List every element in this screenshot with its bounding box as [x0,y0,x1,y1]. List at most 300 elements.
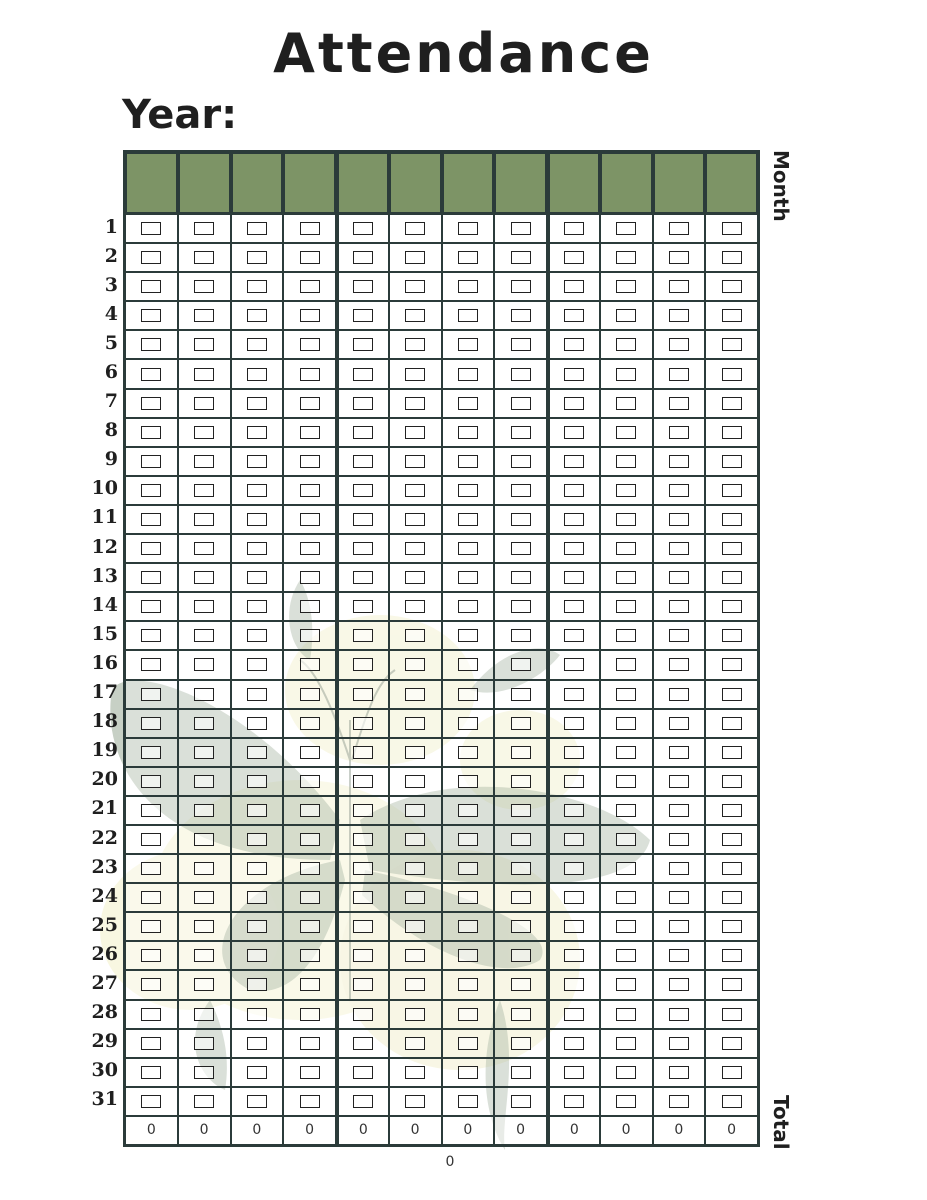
attendance-checkbox[interactable] [353,1008,373,1021]
attendance-checkbox[interactable] [194,571,214,584]
attendance-checkbox[interactable] [300,1095,320,1108]
attendance-checkbox[interactable] [194,426,214,439]
attendance-checkbox[interactable] [669,1008,689,1021]
attendance-checkbox[interactable] [511,309,531,322]
attendance-checkbox[interactable] [564,222,584,235]
attendance-checkbox[interactable] [564,658,584,671]
attendance-checkbox[interactable] [300,455,320,468]
attendance-checkbox[interactable] [616,251,636,264]
month-header-cell[interactable] [178,152,231,214]
attendance-checkbox[interactable] [300,600,320,613]
attendance-checkbox[interactable] [616,717,636,730]
attendance-checkbox[interactable] [353,891,373,904]
attendance-checkbox[interactable] [722,426,742,439]
attendance-checkbox[interactable] [247,571,267,584]
attendance-checkbox[interactable] [194,717,214,730]
attendance-checkbox[interactable] [141,775,161,788]
attendance-checkbox[interactable] [458,804,478,817]
attendance-checkbox[interactable] [616,746,636,759]
month-header-cell[interactable] [283,152,336,214]
attendance-checkbox[interactable] [141,891,161,904]
attendance-checkbox[interactable] [722,920,742,933]
attendance-checkbox[interactable] [353,455,373,468]
attendance-checkbox[interactable] [353,484,373,497]
attendance-checkbox[interactable] [405,688,425,701]
attendance-checkbox[interactable] [247,513,267,526]
attendance-checkbox[interactable] [247,891,267,904]
attendance-checkbox[interactable] [564,426,584,439]
attendance-checkbox[interactable] [405,600,425,613]
attendance-checkbox[interactable] [300,658,320,671]
attendance-checkbox[interactable] [511,1037,531,1050]
attendance-checkbox[interactable] [194,1095,214,1108]
attendance-checkbox[interactable] [511,1008,531,1021]
attendance-checkbox[interactable] [194,1066,214,1079]
attendance-checkbox[interactable] [458,542,478,555]
attendance-checkbox[interactable] [194,368,214,381]
attendance-checkbox[interactable] [405,920,425,933]
attendance-checkbox[interactable] [353,1037,373,1050]
attendance-checkbox[interactable] [247,600,267,613]
attendance-checkbox[interactable] [564,746,584,759]
attendance-checkbox[interactable] [353,949,373,962]
attendance-checkbox[interactable] [722,600,742,613]
attendance-checkbox[interactable] [141,513,161,526]
attendance-checkbox[interactable] [458,688,478,701]
attendance-checkbox[interactable] [616,775,636,788]
attendance-checkbox[interactable] [353,978,373,991]
attendance-checkbox[interactable] [194,1008,214,1021]
attendance-checkbox[interactable] [141,1037,161,1050]
attendance-checkbox[interactable] [564,1066,584,1079]
attendance-checkbox[interactable] [194,920,214,933]
attendance-checkbox[interactable] [141,455,161,468]
attendance-checkbox[interactable] [300,426,320,439]
attendance-checkbox[interactable] [669,600,689,613]
attendance-checkbox[interactable] [616,658,636,671]
attendance-checkbox[interactable] [616,920,636,933]
attendance-checkbox[interactable] [300,251,320,264]
attendance-checkbox[interactable] [353,426,373,439]
attendance-checkbox[interactable] [616,338,636,351]
attendance-checkbox[interactable] [353,397,373,410]
attendance-checkbox[interactable] [405,629,425,642]
attendance-checkbox[interactable] [194,455,214,468]
attendance-checkbox[interactable] [511,280,531,293]
attendance-checkbox[interactable] [722,397,742,410]
attendance-checkbox[interactable] [300,513,320,526]
attendance-checkbox[interactable] [247,368,267,381]
attendance-checkbox[interactable] [511,426,531,439]
attendance-checkbox[interactable] [564,309,584,322]
attendance-checkbox[interactable] [353,309,373,322]
attendance-checkbox[interactable] [511,455,531,468]
attendance-checkbox[interactable] [247,978,267,991]
attendance-checkbox[interactable] [722,280,742,293]
attendance-checkbox[interactable] [564,629,584,642]
attendance-checkbox[interactable] [616,978,636,991]
month-header-cell[interactable] [653,152,706,214]
attendance-checkbox[interactable] [353,222,373,235]
attendance-checkbox[interactable] [722,1008,742,1021]
attendance-checkbox[interactable] [511,397,531,410]
attendance-checkbox[interactable] [353,1095,373,1108]
attendance-checkbox[interactable] [458,658,478,671]
attendance-checkbox[interactable] [722,746,742,759]
attendance-checkbox[interactable] [458,775,478,788]
attendance-checkbox[interactable] [353,833,373,846]
attendance-checkbox[interactable] [669,717,689,730]
attendance-checkbox[interactable] [300,629,320,642]
attendance-checkbox[interactable] [458,717,478,730]
attendance-checkbox[interactable] [616,484,636,497]
attendance-checkbox[interactable] [194,397,214,410]
attendance-checkbox[interactable] [300,775,320,788]
attendance-checkbox[interactable] [722,949,742,962]
attendance-checkbox[interactable] [247,309,267,322]
attendance-checkbox[interactable] [511,891,531,904]
attendance-checkbox[interactable] [405,949,425,962]
month-header-cell[interactable] [231,152,284,214]
attendance-checkbox[interactable] [564,338,584,351]
attendance-checkbox[interactable] [405,251,425,264]
attendance-checkbox[interactable] [300,920,320,933]
attendance-checkbox[interactable] [722,484,742,497]
attendance-checkbox[interactable] [247,658,267,671]
attendance-checkbox[interactable] [247,949,267,962]
attendance-checkbox[interactable] [405,717,425,730]
attendance-checkbox[interactable] [511,804,531,817]
attendance-checkbox[interactable] [669,280,689,293]
attendance-checkbox[interactable] [405,1008,425,1021]
attendance-checkbox[interactable] [405,775,425,788]
attendance-checkbox[interactable] [564,949,584,962]
attendance-checkbox[interactable] [722,309,742,322]
attendance-checkbox[interactable] [564,862,584,875]
attendance-checkbox[interactable] [247,397,267,410]
attendance-checkbox[interactable] [511,571,531,584]
attendance-checkbox[interactable] [564,484,584,497]
attendance-checkbox[interactable] [511,222,531,235]
attendance-checkbox[interactable] [669,1066,689,1079]
attendance-checkbox[interactable] [511,368,531,381]
attendance-checkbox[interactable] [616,309,636,322]
attendance-checkbox[interactable] [564,1008,584,1021]
attendance-checkbox[interactable] [194,309,214,322]
attendance-checkbox[interactable] [405,862,425,875]
attendance-checkbox[interactable] [247,484,267,497]
attendance-checkbox[interactable] [669,338,689,351]
attendance-checkbox[interactable] [247,455,267,468]
attendance-checkbox[interactable] [722,717,742,730]
attendance-checkbox[interactable] [405,746,425,759]
attendance-checkbox[interactable] [141,1066,161,1079]
attendance-checkbox[interactable] [616,862,636,875]
attendance-checkbox[interactable] [616,804,636,817]
attendance-checkbox[interactable] [564,1095,584,1108]
attendance-checkbox[interactable] [669,513,689,526]
attendance-checkbox[interactable] [300,309,320,322]
attendance-checkbox[interactable] [194,775,214,788]
attendance-checkbox[interactable] [141,978,161,991]
attendance-checkbox[interactable] [353,600,373,613]
attendance-checkbox[interactable] [722,804,742,817]
attendance-checkbox[interactable] [300,338,320,351]
attendance-checkbox[interactable] [353,862,373,875]
attendance-checkbox[interactable] [300,978,320,991]
attendance-checkbox[interactable] [247,338,267,351]
attendance-checkbox[interactable] [458,746,478,759]
attendance-checkbox[interactable] [247,862,267,875]
attendance-checkbox[interactable] [300,804,320,817]
attendance-checkbox[interactable] [141,1095,161,1108]
month-header-cell[interactable] [336,152,389,214]
attendance-checkbox[interactable] [564,978,584,991]
attendance-checkbox[interactable] [511,600,531,613]
attendance-checkbox[interactable] [616,1037,636,1050]
attendance-checkbox[interactable] [722,978,742,991]
attendance-checkbox[interactable] [669,775,689,788]
attendance-checkbox[interactable] [722,862,742,875]
attendance-checkbox[interactable] [194,280,214,293]
attendance-checkbox[interactable] [564,688,584,701]
attendance-checkbox[interactable] [353,804,373,817]
attendance-checkbox[interactable] [405,1037,425,1050]
attendance-checkbox[interactable] [669,542,689,555]
attendance-checkbox[interactable] [247,280,267,293]
attendance-checkbox[interactable] [458,397,478,410]
attendance-checkbox[interactable] [564,542,584,555]
attendance-checkbox[interactable] [194,833,214,846]
attendance-checkbox[interactable] [405,542,425,555]
attendance-checkbox[interactable] [141,688,161,701]
attendance-checkbox[interactable] [247,804,267,817]
attendance-checkbox[interactable] [616,1066,636,1079]
attendance-checkbox[interactable] [194,658,214,671]
attendance-checkbox[interactable] [616,222,636,235]
attendance-checkbox[interactable] [405,804,425,817]
attendance-checkbox[interactable] [141,280,161,293]
attendance-checkbox[interactable] [511,542,531,555]
attendance-checkbox[interactable] [353,920,373,933]
attendance-checkbox[interactable] [194,891,214,904]
attendance-checkbox[interactable] [669,978,689,991]
attendance-checkbox[interactable] [669,804,689,817]
attendance-checkbox[interactable] [353,746,373,759]
attendance-checkbox[interactable] [458,1095,478,1108]
attendance-checkbox[interactable] [669,251,689,264]
attendance-checkbox[interactable] [669,309,689,322]
attendance-checkbox[interactable] [669,368,689,381]
attendance-checkbox[interactable] [141,542,161,555]
attendance-checkbox[interactable] [511,920,531,933]
attendance-checkbox[interactable] [194,629,214,642]
attendance-checkbox[interactable] [300,1066,320,1079]
month-header-cell[interactable] [547,152,600,214]
attendance-checkbox[interactable] [300,862,320,875]
attendance-checkbox[interactable] [458,513,478,526]
attendance-checkbox[interactable] [669,629,689,642]
attendance-checkbox[interactable] [669,949,689,962]
attendance-checkbox[interactable] [300,833,320,846]
attendance-checkbox[interactable] [405,833,425,846]
attendance-checkbox[interactable] [405,368,425,381]
attendance-checkbox[interactable] [616,513,636,526]
attendance-checkbox[interactable] [194,688,214,701]
attendance-checkbox[interactable] [511,746,531,759]
attendance-checkbox[interactable] [564,920,584,933]
attendance-checkbox[interactable] [511,978,531,991]
attendance-checkbox[interactable] [722,1066,742,1079]
attendance-checkbox[interactable] [616,600,636,613]
month-header-cell[interactable] [125,152,178,214]
attendance-checkbox[interactable] [511,658,531,671]
attendance-checkbox[interactable] [247,775,267,788]
attendance-checkbox[interactable] [194,513,214,526]
attendance-checkbox[interactable] [141,658,161,671]
attendance-checkbox[interactable] [300,397,320,410]
attendance-checkbox[interactable] [458,1037,478,1050]
attendance-checkbox[interactable] [405,484,425,497]
attendance-checkbox[interactable] [722,368,742,381]
attendance-checkbox[interactable] [141,571,161,584]
attendance-checkbox[interactable] [141,600,161,613]
attendance-checkbox[interactable] [353,251,373,264]
attendance-checkbox[interactable] [141,949,161,962]
attendance-checkbox[interactable] [511,338,531,351]
attendance-checkbox[interactable] [669,484,689,497]
attendance-checkbox[interactable] [458,309,478,322]
attendance-checkbox[interactable] [458,338,478,351]
attendance-checkbox[interactable] [194,949,214,962]
attendance-checkbox[interactable] [669,455,689,468]
attendance-checkbox[interactable] [458,484,478,497]
attendance-checkbox[interactable] [722,775,742,788]
attendance-checkbox[interactable] [511,775,531,788]
attendance-checkbox[interactable] [405,658,425,671]
attendance-checkbox[interactable] [353,368,373,381]
attendance-checkbox[interactable] [722,513,742,526]
attendance-checkbox[interactable] [405,1066,425,1079]
attendance-checkbox[interactable] [669,1095,689,1108]
attendance-checkbox[interactable] [141,484,161,497]
attendance-checkbox[interactable] [194,222,214,235]
attendance-checkbox[interactable] [247,542,267,555]
attendance-checkbox[interactable] [511,717,531,730]
attendance-checkbox[interactable] [353,513,373,526]
attendance-checkbox[interactable] [564,513,584,526]
attendance-checkbox[interactable] [300,688,320,701]
attendance-checkbox[interactable] [616,426,636,439]
attendance-checkbox[interactable] [669,397,689,410]
attendance-checkbox[interactable] [247,717,267,730]
attendance-checkbox[interactable] [669,658,689,671]
attendance-checkbox[interactable] [353,280,373,293]
attendance-checkbox[interactable] [458,222,478,235]
attendance-checkbox[interactable] [247,1095,267,1108]
attendance-checkbox[interactable] [722,891,742,904]
attendance-checkbox[interactable] [458,1008,478,1021]
attendance-checkbox[interactable] [669,833,689,846]
attendance-checkbox[interactable] [405,978,425,991]
attendance-checkbox[interactable] [722,1037,742,1050]
attendance-checkbox[interactable] [405,222,425,235]
attendance-checkbox[interactable] [194,251,214,264]
attendance-checkbox[interactable] [564,1037,584,1050]
attendance-checkbox[interactable] [353,1066,373,1079]
attendance-checkbox[interactable] [564,571,584,584]
attendance-checkbox[interactable] [141,222,161,235]
attendance-checkbox[interactable] [353,717,373,730]
attendance-checkbox[interactable] [300,484,320,497]
attendance-checkbox[interactable] [247,746,267,759]
attendance-checkbox[interactable] [511,629,531,642]
attendance-checkbox[interactable] [458,833,478,846]
attendance-checkbox[interactable] [141,338,161,351]
attendance-checkbox[interactable] [458,368,478,381]
attendance-checkbox[interactable] [458,571,478,584]
attendance-checkbox[interactable] [722,688,742,701]
attendance-checkbox[interactable] [669,891,689,904]
attendance-checkbox[interactable] [405,397,425,410]
attendance-checkbox[interactable] [722,251,742,264]
attendance-checkbox[interactable] [616,688,636,701]
attendance-checkbox[interactable] [141,397,161,410]
attendance-checkbox[interactable] [616,280,636,293]
attendance-checkbox[interactable] [616,571,636,584]
attendance-checkbox[interactable] [141,920,161,933]
attendance-checkbox[interactable] [247,222,267,235]
attendance-checkbox[interactable] [247,688,267,701]
attendance-checkbox[interactable] [247,629,267,642]
attendance-checkbox[interactable] [353,571,373,584]
attendance-checkbox[interactable] [405,513,425,526]
attendance-checkbox[interactable] [511,1066,531,1079]
attendance-checkbox[interactable] [564,455,584,468]
attendance-checkbox[interactable] [141,1008,161,1021]
attendance-checkbox[interactable] [300,222,320,235]
attendance-checkbox[interactable] [194,484,214,497]
attendance-checkbox[interactable] [616,455,636,468]
attendance-checkbox[interactable] [511,1095,531,1108]
attendance-checkbox[interactable] [247,1008,267,1021]
attendance-checkbox[interactable] [669,920,689,933]
attendance-checkbox[interactable] [141,862,161,875]
attendance-checkbox[interactable] [669,746,689,759]
attendance-checkbox[interactable] [300,891,320,904]
month-header-cell[interactable] [494,152,547,214]
attendance-checkbox[interactable] [141,833,161,846]
attendance-checkbox[interactable] [194,804,214,817]
attendance-checkbox[interactable] [722,833,742,846]
attendance-checkbox[interactable] [405,309,425,322]
attendance-checkbox[interactable] [564,368,584,381]
attendance-checkbox[interactable] [669,688,689,701]
attendance-checkbox[interactable] [194,338,214,351]
attendance-checkbox[interactable] [141,426,161,439]
attendance-checkbox[interactable] [300,368,320,381]
attendance-checkbox[interactable] [511,513,531,526]
attendance-checkbox[interactable] [722,222,742,235]
attendance-checkbox[interactable] [300,280,320,293]
attendance-checkbox[interactable] [194,600,214,613]
attendance-checkbox[interactable] [722,338,742,351]
attendance-checkbox[interactable] [405,891,425,904]
attendance-checkbox[interactable] [300,571,320,584]
attendance-checkbox[interactable] [616,1095,636,1108]
attendance-checkbox[interactable] [194,862,214,875]
attendance-checkbox[interactable] [353,775,373,788]
